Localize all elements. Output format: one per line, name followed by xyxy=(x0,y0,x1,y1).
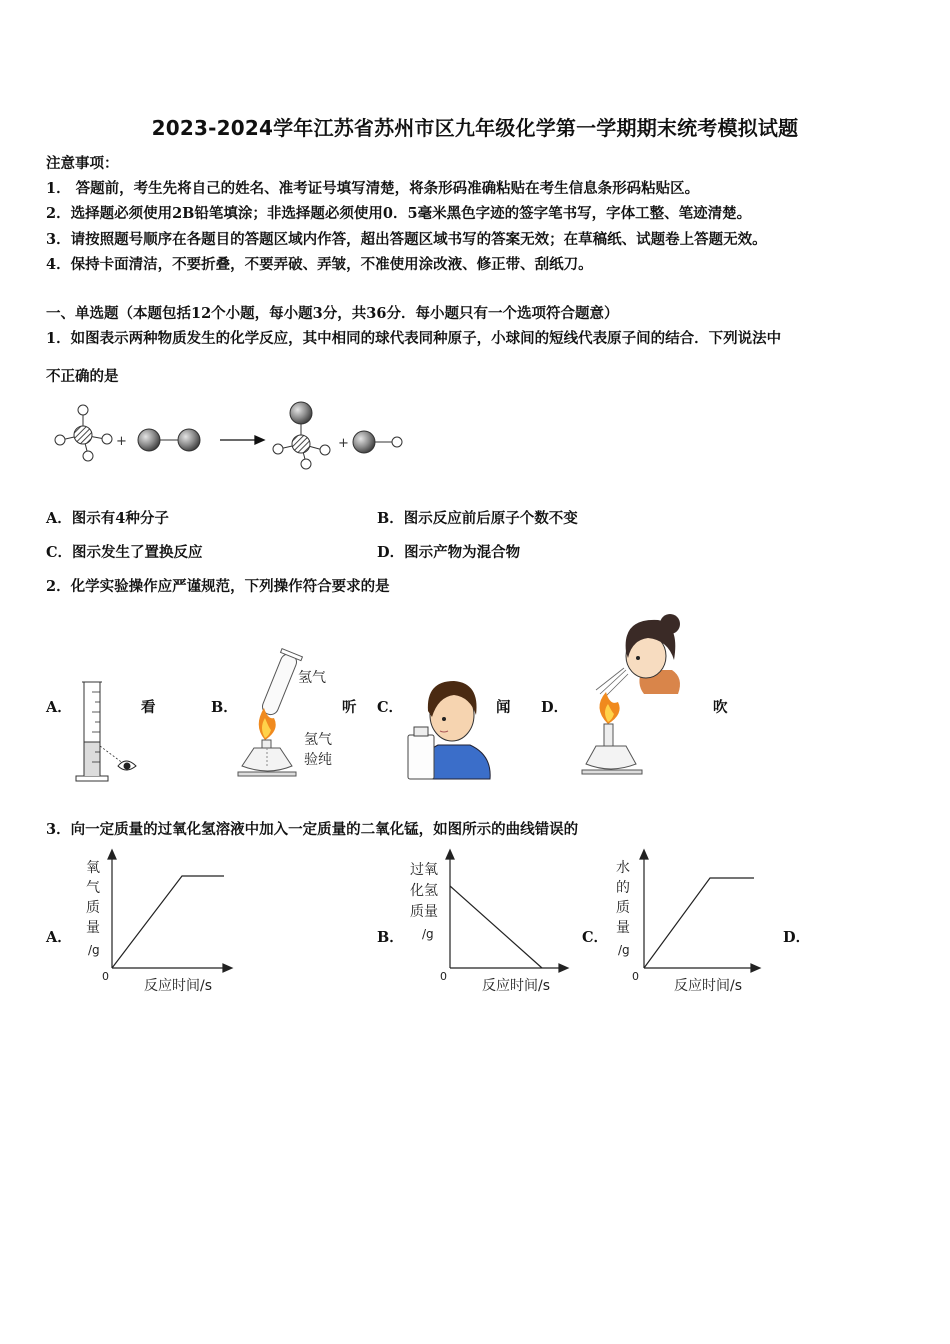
graph-b-ylabel-2: 化氢 xyxy=(410,883,438,899)
notice-heading: 注意事项： xyxy=(46,155,119,172)
q1-stem-line2: 不正确的是 xyxy=(46,368,119,385)
graph-b-ylabel-4: /g xyxy=(422,927,434,941)
page-title: 2023-2024学年江苏省苏州市区九年级化学第一学期期末统考模拟试题 xyxy=(151,116,799,140)
product-molecule-1 xyxy=(273,402,330,469)
q2-option-b-verb: 听 xyxy=(342,699,357,716)
q3-graph-b xyxy=(408,850,588,1000)
q3-option-a-letter[interactable]: A． xyxy=(46,929,72,946)
girl-figure xyxy=(626,614,680,694)
graph-c-ylabel-2: 的 xyxy=(616,880,630,896)
graph-a-ylabel-1: 氧 xyxy=(86,860,100,876)
q3-graph-c xyxy=(610,850,790,1000)
q2-option-d-letter[interactable]: D． xyxy=(541,699,569,716)
graph-c-curve xyxy=(644,878,754,968)
q2-illustration-boy-smelling xyxy=(404,675,494,785)
q3-option-b-letter[interactable]: B． xyxy=(377,929,404,946)
test-tube xyxy=(257,649,302,718)
graph-b-curve xyxy=(450,886,542,968)
q1-option-d[interactable]: D．图示产物为混合物 xyxy=(377,544,521,561)
notice-item-4: 4．保持卡面清洁，不要折叠，不要弄破、弄皱，不准使用涂改液、修正带、刮纸刀。 xyxy=(46,256,593,273)
eye-icon xyxy=(118,761,136,770)
q1-option-b[interactable]: B．图示反应前后原子个数不变 xyxy=(377,510,578,527)
q3-stem: 3．向一定质量的过氧化氢溶液中加入一定质量的二氧化锰，如图所示的曲线错误的 xyxy=(46,821,579,838)
graph-b-ylabel-1: 过氧 xyxy=(410,862,438,878)
reactant-molecule-1 xyxy=(55,405,112,461)
graph-a-xlabel: 反应时间/s xyxy=(144,978,213,994)
graph-a-ylabel-2: 气 xyxy=(86,880,100,896)
graph-b-origin: 0 xyxy=(440,970,447,983)
q2-stem: 2．化学实验操作应严谨规范，下列操作符合要求的是 xyxy=(46,578,390,595)
q2-illustration-cylinder-eye xyxy=(72,676,142,786)
graph-c-origin: 0 xyxy=(632,970,639,983)
graph-c-ylabel-4: 量 xyxy=(616,920,630,936)
flame-icon xyxy=(599,692,619,724)
plus-sign-1: + xyxy=(116,434,127,449)
graph-b-ylabel-3: 质量 xyxy=(410,904,438,920)
graph-a-ylabel-4: 量 xyxy=(86,920,100,936)
alcohol-lamp xyxy=(582,724,642,774)
notice-item-2: 2．选择题必须使用2B铅笔填涂；非选择题必须使用0．5毫米黑色字迹的签字笔书写，字体工整、笔迹清楚。 xyxy=(46,205,752,222)
section-heading: 一、单选题（本题包括12个小题，每小题3分，共36分．每小题只有一个选项符合题意） xyxy=(46,305,619,322)
reaction-arrow xyxy=(220,436,264,444)
q1-reaction-diagram xyxy=(50,400,410,480)
alcohol-lamp xyxy=(238,740,296,776)
q3-option-d-letter[interactable]: D． xyxy=(783,929,811,946)
reactant-molecule-2 xyxy=(138,429,200,451)
q2-option-a-verb: 看 xyxy=(141,699,156,716)
q3-graph-a xyxy=(80,850,260,1000)
graph-b-xlabel: 反应时间/s xyxy=(482,978,551,994)
q2-illustration-girl-blowing xyxy=(586,608,696,783)
q1-stem-line1: 1．如图表示两种物质发生的化学反应，其中相同的球代表同种原子，小球间的短线代表原子间的结合．下列说法中 xyxy=(46,330,782,347)
product-molecule-2 xyxy=(353,431,402,453)
q2-option-c-letter[interactable]: C． xyxy=(377,699,404,716)
graph-a-origin: 0 xyxy=(102,970,109,983)
bottle-icon xyxy=(408,727,434,779)
graph-c-ylabel-3: 质 xyxy=(616,900,630,916)
notice-item-1: 1． 答题前，考生先将自己的姓名、准考证号填写清楚，将条形码准确粘贴在考生信息条形码粘贴区。 xyxy=(46,180,700,197)
label-hydrogen-top: 氢气 xyxy=(298,670,326,686)
q1-option-c[interactable]: C．图示发生了置换反应 xyxy=(46,544,203,561)
graph-c-ylabel-1: 水 xyxy=(616,860,630,876)
graph-a-ylabel-5: /g xyxy=(88,943,100,957)
graph-c-ylabel-5: /g xyxy=(618,943,630,957)
label-hydrogen-bottom-2: 验纯 xyxy=(304,752,332,768)
graph-a-ylabel-3: 质 xyxy=(86,900,100,916)
graph-c-xlabel: 反应时间/s xyxy=(674,978,743,994)
q2-option-c-verb: 闻 xyxy=(496,699,511,716)
q3-option-c-letter[interactable]: C． xyxy=(582,929,609,946)
label-hydrogen-bottom-1: 氢气 xyxy=(304,732,332,748)
notice-item-3: 3．请按照题号顺序在各题目的答题区域内作答，超出答题区域书写的答案无效；在草稿纸、试题卷上答题无效。 xyxy=(46,231,767,248)
q2-option-a-letter[interactable]: A． xyxy=(46,699,72,716)
graph-a-curve xyxy=(112,876,224,968)
q2-option-b-letter[interactable]: B． xyxy=(211,699,238,716)
q2-illustration-hydrogen-test xyxy=(238,648,338,783)
q1-option-a[interactable]: A．图示有4种分子 xyxy=(46,510,169,527)
q2-option-d-verb: 吹 xyxy=(713,699,728,716)
plus-sign-2: + xyxy=(338,436,349,451)
